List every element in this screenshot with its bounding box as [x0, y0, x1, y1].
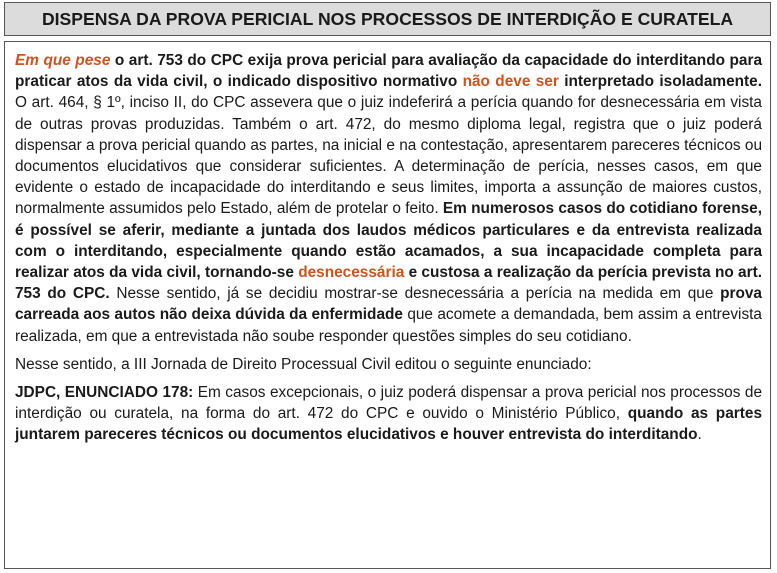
- text-run: prova carreada aos autos não deixa dúvida da enfermidade: [15, 285, 762, 324]
- text-run: Em casos excepcionais, o juiz poderá dispensar a prova pericial nos processos de interdição ou curatela, na forma do art. 472 do CPC e ouvido o Ministério Público,: [15, 384, 762, 423]
- text-run: interpretado isoladamente.: [558, 73, 762, 91]
- title-banner: [4, 2, 771, 36]
- text-run: Nesse sentido, a III Jornada de Direito Processual Civil editou o seguinte enunciado:: [15, 355, 592, 373]
- text-run: Em que pese: [15, 52, 111, 69]
- text-run: e custosa a realização da perícia prevista no art. 753 do CPC.: [15, 264, 762, 303]
- content-box: [4, 41, 771, 569]
- text-run: .: [697, 426, 702, 444]
- text-run: O art. 464, § 1º, inciso II, do CPC assevera que o juiz indeferirá a perícia quando for desnecessária em vista de outras provas produzidas. Também o art. 472, do mesmo diploma legal, registra que o juiz poderá dispensar a prova pericial quando as partes, na inicial e na contestação, apresentarem pareceres técnicos ou documentos elucidativos que considerar suficientes. A determinação de perícia, nesses casos, em que evidente o estado de incapacidade do interditando e seus limites, importa a assunção de maiores custos, normalmente assumidos pelo Estado, além de protelar o feito.: [15, 94, 762, 218]
- text-run: Nesse sentido, já se decidiu mostrar-se desnecessária a perícia na medida em que: [109, 285, 721, 303]
- text-run: Em numerosos casos do cotidiano forense, é possível se aferir, mediante a juntada dos laudos médicos particulares e da entrevista realizada com o interditando, especialmente quando estão acamados, a sua incapacidade completa para realizar atos da vida civil, tornando-se: [15, 200, 762, 282]
- text-run: que acomete a demandada, bem assim a entrevista realizada, em que a entrevistada não soube responder questões simples do seu cotidiano.: [15, 306, 762, 345]
- page-title: DISPENSA DA PROVA PERICIAL NOS PROCESSOS DE INTERDIÇÃO E CURATELA: [41, 8, 734, 29]
- text-run: não deve ser: [462, 73, 559, 91]
- paragraph-enunciado: [15, 382, 762, 446]
- text-run: quando as partes juntarem pareceres técnicos ou documentos elucidativos e houver entrevista do interditando: [15, 405, 762, 444]
- text-run: desnecessária: [298, 264, 405, 282]
- text-run: JDPC, ENUNCIADO 178:: [15, 384, 194, 402]
- paragraph-intro-enunciado: [15, 354, 762, 375]
- paragraph-main: [15, 50, 762, 347]
- text-run: o art. 753 do CPC exija prova pericial para avaliação da capacidade do interditando para praticar atos da vida civil, o indicado dispositivo normativo: [15, 52, 762, 91]
